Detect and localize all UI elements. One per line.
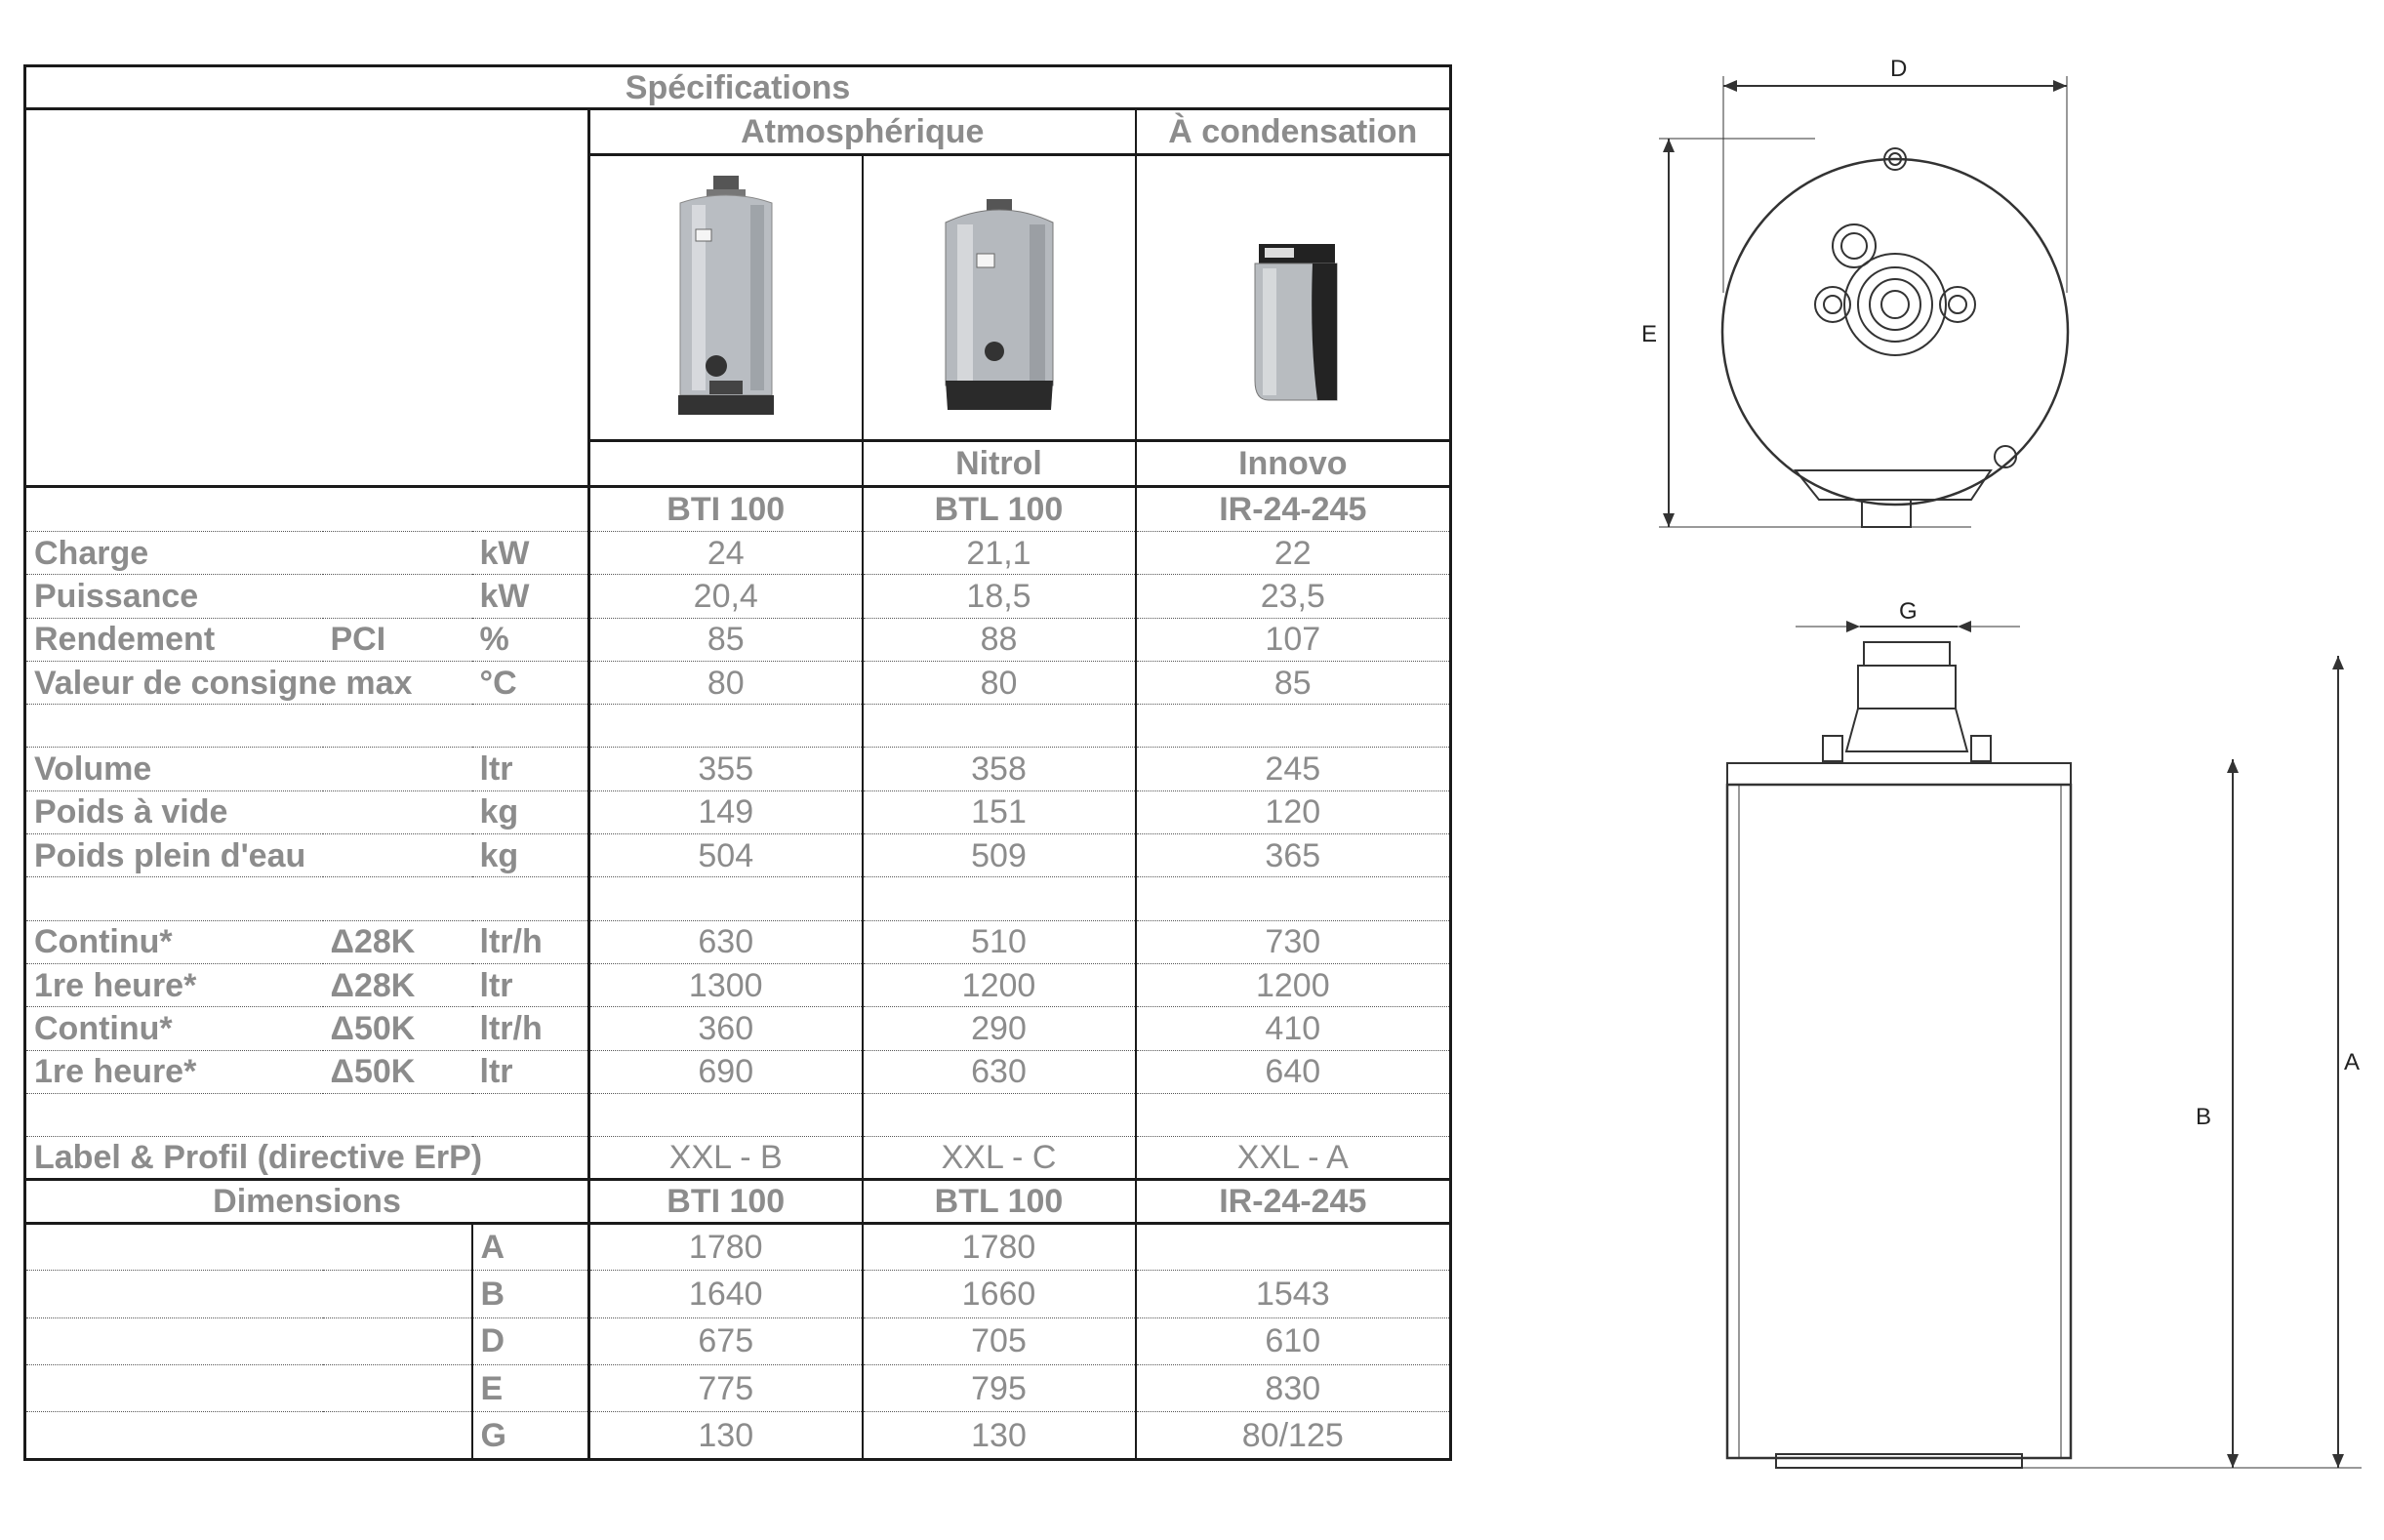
- spec-value: 630: [863, 1050, 1136, 1093]
- spec-value: [589, 705, 863, 748]
- spec-value: [863, 1093, 1136, 1136]
- spec-label: Puissance: [25, 575, 323, 618]
- spec-sub: [323, 834, 472, 877]
- product-image-innovo: [1136, 154, 1451, 441]
- spec-value: 151: [863, 790, 1136, 833]
- dimension-key: G: [472, 1412, 589, 1460]
- spec-row: [25, 1050, 1451, 1093]
- spec-value: 80: [863, 661, 1136, 704]
- dimension-value: 830: [1136, 1365, 1451, 1412]
- dimension-blank: [25, 1412, 472, 1460]
- spec-sub: [323, 748, 472, 790]
- dimension-key: A: [472, 1223, 589, 1270]
- spec-value: 23,5: [1136, 575, 1451, 618]
- dimension-row: [25, 1365, 1451, 1412]
- spec-row: [25, 575, 1451, 618]
- spec-value: XXL - A: [1136, 1137, 1451, 1180]
- spec-value: 360: [589, 1007, 863, 1050]
- product-image-bti: [589, 154, 863, 441]
- spec-sub: Δ28K: [323, 963, 472, 1006]
- spec-unit: ltr: [472, 1050, 589, 1093]
- spec-value: 509: [863, 834, 1136, 877]
- label-b: B: [2196, 1104, 2212, 1130]
- product-image-btl: [863, 154, 1136, 441]
- spec-row: [25, 790, 1451, 833]
- spec-value: 85: [1136, 661, 1451, 704]
- dimensions-model: BTI 100: [589, 1180, 863, 1223]
- label-a: A: [2344, 1049, 2361, 1075]
- spec-value: 358: [863, 748, 1136, 790]
- dimensions-header-row: [25, 1180, 1451, 1223]
- water-heater-innovo-icon: [1220, 176, 1366, 420]
- spec-value: 21,1: [863, 532, 1136, 575]
- specifications-table: [23, 64, 1452, 1461]
- dimension-value: 1780: [589, 1223, 863, 1270]
- spec-value: XXL - C: [863, 1137, 1136, 1180]
- spec-row: [25, 1007, 1451, 1050]
- dimension-value: 705: [863, 1317, 1136, 1364]
- spec-label: Poids à vide: [25, 790, 323, 833]
- spec-value: 22: [1136, 532, 1451, 575]
- spec-row: [25, 920, 1451, 963]
- spec-value: 85: [589, 618, 863, 661]
- spec-value: 24: [589, 532, 863, 575]
- spec-value: [589, 1093, 863, 1136]
- spec-row: [25, 1137, 1451, 1180]
- dimension-value: 775: [589, 1365, 863, 1412]
- dimension-value: 1640: [589, 1271, 863, 1317]
- spec-value: [863, 705, 1136, 748]
- dimension-value: 130: [863, 1412, 1136, 1460]
- label-g: G: [1899, 598, 1918, 625]
- water-heater-bti-icon: [653, 176, 799, 420]
- series-cell-innovo: Innovo: [1136, 441, 1451, 486]
- spec-unit: °C: [472, 661, 589, 704]
- spec-sub: Δ50K: [323, 1007, 472, 1050]
- spec-sub: [323, 1093, 472, 1136]
- spec-row: [25, 661, 1451, 704]
- spec-value: 20,4: [589, 575, 863, 618]
- model-innovo: IR-24-245: [1136, 486, 1451, 531]
- series-cell-btl: Nitrol: [863, 441, 1136, 486]
- dimension-value: [1136, 1223, 1451, 1270]
- spec-value: 1200: [1136, 963, 1451, 1006]
- model-btl: BTL 100: [863, 486, 1136, 531]
- spec-sub: Δ28K: [323, 920, 472, 963]
- spec-label: [25, 705, 323, 748]
- spec-value: 1300: [589, 963, 863, 1006]
- spec-value: 120: [1136, 790, 1451, 833]
- spec-value: 365: [1136, 834, 1451, 877]
- model-bti: BTI 100: [589, 486, 863, 531]
- spec-unit: [472, 705, 589, 748]
- spec-value: 690: [589, 1050, 863, 1093]
- spec-value: 640: [1136, 1050, 1451, 1093]
- spec-label: Charge: [25, 532, 323, 575]
- spec-value: [1136, 705, 1451, 748]
- dimension-value: 1780: [863, 1223, 1136, 1270]
- spec-value: 149: [589, 790, 863, 833]
- dimension-value: 610: [1136, 1317, 1451, 1364]
- dimension-row: [25, 1317, 1451, 1364]
- side-view-diagram: [1727, 621, 2362, 1468]
- dimension-blank: [25, 1365, 472, 1412]
- spec-row: [25, 963, 1451, 1006]
- spec-value: 18,5: [863, 575, 1136, 618]
- spec-row: [25, 618, 1451, 661]
- spec-sub: [323, 532, 472, 575]
- dimension-blank: [25, 1271, 472, 1317]
- label-e: E: [1641, 321, 1658, 347]
- series-cell-bti: [589, 441, 863, 486]
- spec-unit: ltr/h: [472, 1007, 589, 1050]
- dimension-value: 1543: [1136, 1271, 1451, 1317]
- spec-value: 510: [863, 920, 1136, 963]
- spec-value: 107: [1136, 618, 1451, 661]
- water-heater-btl-icon: [926, 176, 1072, 420]
- spec-label: Label & Profil (directive ErP): [25, 1137, 589, 1180]
- spec-label: [25, 877, 323, 920]
- group-atmospheric: Atmosphérique: [589, 109, 1136, 154]
- spec-unit: ltr: [472, 748, 589, 790]
- spec-label: Rendement: [25, 618, 323, 661]
- spec-sub: [323, 790, 472, 833]
- top-view-diagram: [1659, 76, 2068, 527]
- spec-unit: [472, 1093, 589, 1136]
- group-condensing: À condensation: [1136, 109, 1451, 154]
- spec-value: [1136, 1093, 1451, 1136]
- spec-label: Poids plein d'eau: [25, 834, 323, 877]
- dimension-key: D: [472, 1317, 589, 1364]
- spec-label: [25, 1093, 323, 1136]
- spec-value: 88: [863, 618, 1136, 661]
- spec-label: 1re heure*: [25, 1050, 323, 1093]
- spec-value: [589, 877, 863, 920]
- dimension-row: [25, 1271, 1451, 1317]
- empty-header-cell: [25, 109, 589, 486]
- dimension-blank: [25, 1223, 472, 1270]
- spec-value: 290: [863, 1007, 1136, 1050]
- spec-unit: kW: [472, 532, 589, 575]
- spec-value: [1136, 877, 1451, 920]
- spec-unit: [472, 877, 589, 920]
- spec-row: [25, 705, 1451, 748]
- spec-value: 504: [589, 834, 863, 877]
- dimension-key: E: [472, 1365, 589, 1412]
- spec-sub: [323, 877, 472, 920]
- dimensions-model: BTL 100: [863, 1180, 1136, 1223]
- table-title: Spécifications: [25, 66, 1451, 109]
- dimensions-title: Dimensions: [25, 1180, 589, 1223]
- spec-unit: kg: [472, 834, 589, 877]
- spec-unit: ltr: [472, 963, 589, 1006]
- spec-row: [25, 834, 1451, 877]
- spec-unit: kW: [472, 575, 589, 618]
- spec-value: 730: [1136, 920, 1451, 963]
- dimension-row: [25, 1412, 1451, 1460]
- spec-value: 630: [589, 920, 863, 963]
- spec-unit: ltr/h: [472, 920, 589, 963]
- spec-value: 1200: [863, 963, 1136, 1006]
- spec-value: XXL - B: [589, 1137, 863, 1180]
- spec-sub: PCI: [323, 618, 472, 661]
- spec-unit: %: [472, 618, 589, 661]
- dimension-row: [25, 1223, 1451, 1270]
- dimension-value: 80/125: [1136, 1412, 1451, 1460]
- spec-unit: kg: [472, 790, 589, 833]
- spec-value: 245: [1136, 748, 1451, 790]
- spec-value: 80: [589, 661, 863, 704]
- spec-value: [863, 877, 1136, 920]
- spec-row: [25, 532, 1451, 575]
- spec-value: 355: [589, 748, 863, 790]
- label-d: D: [1890, 56, 1908, 82]
- spec-label: Volume: [25, 748, 323, 790]
- spec-label: Valeur de consigne max: [25, 661, 323, 704]
- spec-row: [25, 748, 1451, 790]
- dimension-value: 130: [589, 1412, 863, 1460]
- dimension-value: 675: [589, 1317, 863, 1364]
- spec-label: 1re heure*: [25, 963, 323, 1006]
- spec-row: [25, 1093, 1451, 1136]
- dimension-value: 1660: [863, 1271, 1136, 1317]
- dimension-diagrams: [1620, 49, 2362, 1474]
- dimension-blank: [25, 1317, 472, 1364]
- dimension-key: B: [472, 1271, 589, 1317]
- spec-sub: [323, 705, 472, 748]
- dimensions-model: IR-24-245: [1136, 1180, 1451, 1223]
- spec-label: Continu*: [25, 920, 323, 963]
- spec-label: Continu*: [25, 1007, 323, 1050]
- spec-value: 410: [1136, 1007, 1451, 1050]
- model-header-blank: [25, 486, 589, 531]
- spec-sub: [323, 575, 472, 618]
- spec-sub: Δ50K: [323, 1050, 472, 1093]
- dimension-value: 795: [863, 1365, 1136, 1412]
- spec-row: [25, 877, 1451, 920]
